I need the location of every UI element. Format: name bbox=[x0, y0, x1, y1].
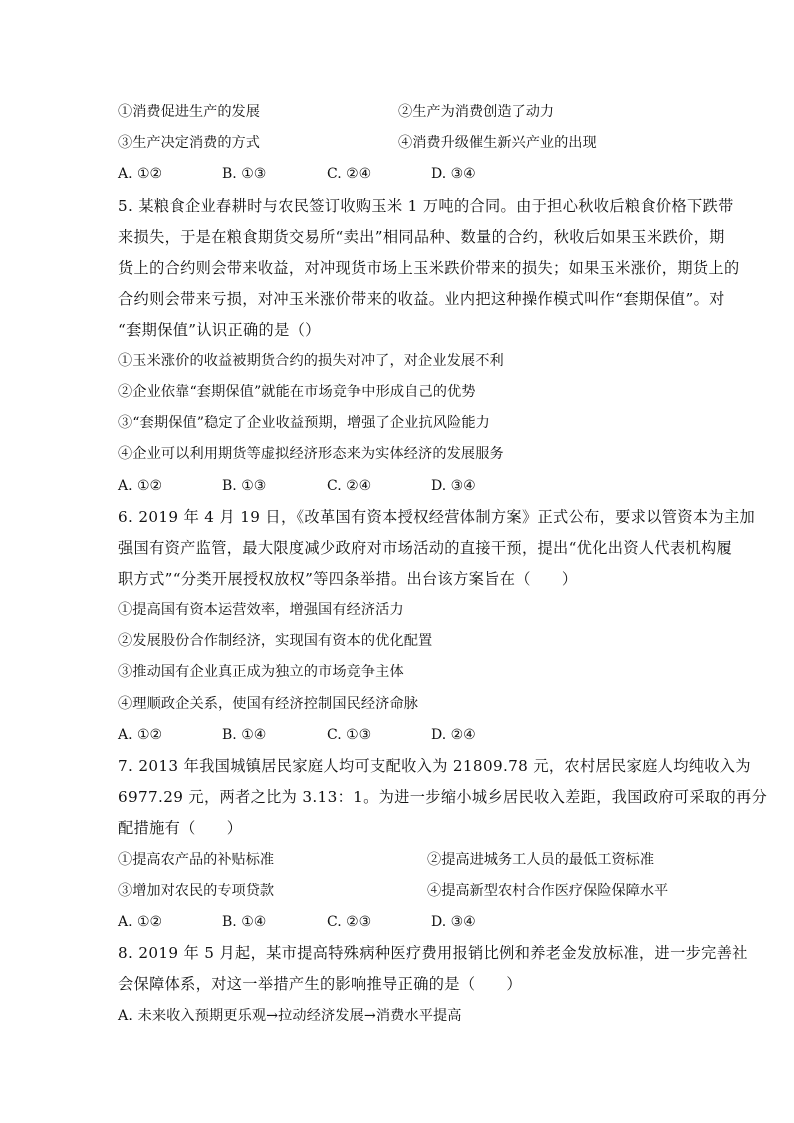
q6-stem-line-3: 职方式”“分类开展授权放权”等四条举措。出台该方案旨在（ ） bbox=[118, 570, 578, 588]
q4-answer-c: C. ②④ bbox=[327, 166, 372, 182]
q5-stem-line-2: 来损失，于是在粮食期货交易所“卖出”相同品种、数量的合约，秋收后如果玉米跌价，期 bbox=[118, 228, 725, 246]
q7-option-3: ③增加对农民的专项贷款 bbox=[118, 883, 275, 899]
q5-stem-line-3: 货上的合约则会带来收益，对冲现货市场上玉米跌价带来的损失；如果玉米涨价，期货上的 bbox=[118, 259, 740, 277]
q5-answer-a: A. ①② bbox=[118, 478, 163, 494]
q8-option-a: A. 未来收入预期更乐观→拉动经济发展→消费水平提高 bbox=[118, 1008, 462, 1024]
q7-stem-line-3: 配措施有（ ） bbox=[118, 819, 243, 837]
q5-answer-d: D. ③④ bbox=[431, 478, 476, 494]
q5-answer-b: B. ①③ bbox=[222, 478, 267, 494]
q5-stem-line-4: 合约则会带来亏损，对冲玉米涨价带来的收益。业内把这种操作模式叫作“套期保值”。对 bbox=[118, 290, 725, 308]
q4-option-1: ①消费促进生产的发展 bbox=[118, 104, 260, 120]
q5-answer-c: C. ②④ bbox=[327, 478, 372, 494]
q7-stem-line-1: 7. 2013 年我国城镇居民家庭人均可支配收入为 21809.78 元，农村居民家庭人均纯收入为 bbox=[118, 757, 751, 775]
q6-answer-c: C. ①③ bbox=[327, 727, 372, 743]
q8-stem-line-1: 8. 2019 年 5 月起，某市提高特殊病种医疗费用报销比例和养老金发放标准，进一步完善社 bbox=[118, 944, 748, 962]
q5-stem-line-1: 5. 某粮食企业春耕时与农民签订收购玉米 1 万吨的合同。由于担心秋收后粮食价格下跌带 bbox=[118, 197, 734, 215]
q6-option-4: ④理顺政企关系，使国有经济控制国民经济命脉 bbox=[118, 696, 419, 712]
q6-answer-d: D. ②④ bbox=[431, 727, 476, 743]
q8-stem-line-2: 会保障体系，对这一举措产生的影响推导正确的是（ ） bbox=[118, 975, 522, 993]
q5-stem-line-5: “套期保值”认识正确的是（） bbox=[118, 321, 321, 339]
q6-answer-a: A. ①② bbox=[118, 727, 163, 743]
q7-answer-a: A. ①② bbox=[118, 914, 163, 930]
q6-answer-b: B. ①④ bbox=[222, 727, 267, 743]
q6-option-3: ③推动国有企业真正成为独立的市场竞争主体 bbox=[118, 664, 404, 680]
q7-answer-c: C. ②③ bbox=[327, 914, 372, 930]
q4-answer-b: B. ①③ bbox=[222, 166, 267, 182]
q4-option-3: ③生产决定消费的方式 bbox=[118, 135, 260, 151]
q4-answer-d: D. ③④ bbox=[431, 166, 476, 182]
q7-option-4: ④提高新型农村合作医疗保险保障水平 bbox=[427, 883, 669, 899]
q5-option-1: ①玉米涨价的收益被期货合约的损失对冲了，对企业发展不利 bbox=[118, 353, 504, 369]
q4-option-4: ④消费升级催生新兴产业的出现 bbox=[398, 135, 597, 151]
q7-stem-line-2: 6977.29 元，两者之比为 3.13：1。为进一步缩小城乡居民收入差距，我国政府可采取的再分 bbox=[118, 788, 768, 806]
q5-option-2: ②企业依靠“套期保值”就能在市场竞争中形成自己的优势 bbox=[118, 384, 476, 400]
q4-answer-a: A. ①② bbox=[118, 166, 163, 182]
q7-answer-b: B. ①④ bbox=[222, 914, 267, 930]
q6-option-1: ①提高国有资本运营效率，增强国有经济活力 bbox=[118, 602, 404, 618]
q7-option-2: ②提高进城务工人员的最低工资标准 bbox=[427, 852, 655, 868]
q6-option-2: ②发展股份合作制经济，实现国有资本的优化配置 bbox=[118, 633, 433, 649]
q4-option-2: ②生产为消费创造了动力 bbox=[398, 104, 555, 120]
q5-option-3: ③“套期保值”稳定了企业收益预期，增强了企业抗风险能力 bbox=[118, 415, 490, 431]
q7-option-1: ①提高农产品的补贴标准 bbox=[118, 852, 275, 868]
q5-option-4: ④企业可以利用期货等虚拟经济形态来为实体经济的发展服务 bbox=[118, 446, 504, 462]
q6-stem-line-1: 6. 2019 年 4 月 19 日，《改革国有资本授权经营体制方案》正式公布，要求以管资本为主加 bbox=[118, 508, 756, 526]
q7-answer-d: D. ③④ bbox=[431, 914, 476, 930]
q6-stem-line-2: 强国有资产监管，最大限度减少政府对市场活动的直接干预，提出“优化出资人代表机构履 bbox=[118, 539, 733, 557]
